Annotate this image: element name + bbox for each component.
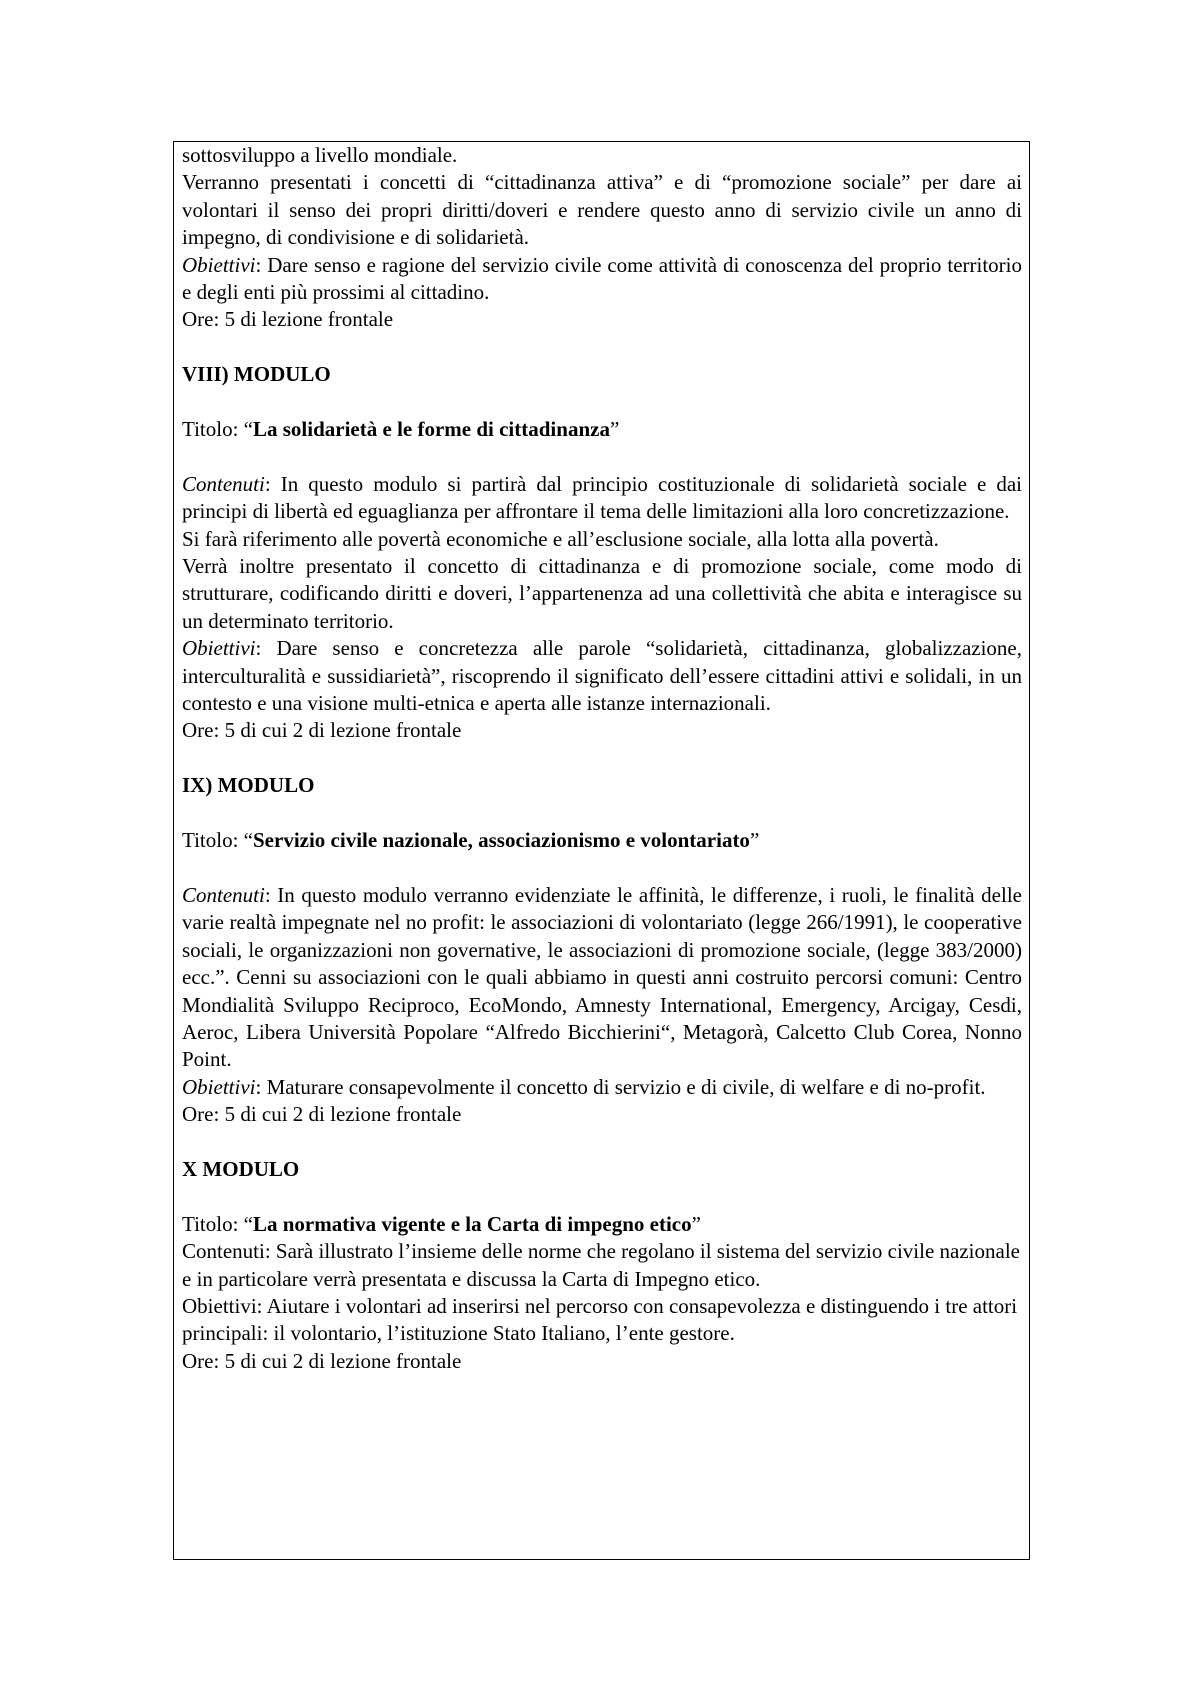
module-8-paragraph-2: Si farà riferimento alle povertà economiche e all’esclusione sociale, alla lotta alla povertà. <box>182 526 939 551</box>
objectives-label: Obiettivi <box>182 1074 256 1099</box>
module-9-contents <box>182 882 1022 1074</box>
module-10-heading: X MODULO <box>182 1156 300 1181</box>
module-9-heading: IX) MODULO <box>182 773 315 798</box>
title-suffix: ” <box>691 1211 701 1236</box>
objectives-label: Obiettivi <box>182 636 256 661</box>
title-prefix: Titolo: “ <box>182 1211 253 1236</box>
module-8-title-text: La solidarietà e le forme di cittadinanza <box>253 417 610 442</box>
module-9-title <box>182 827 1022 854</box>
module-10-title-text: La normativa vigente e la Carta di impegno etico <box>253 1211 692 1236</box>
module-9-hours: Ore: 5 di cui 2 di lezione frontale <box>182 1102 462 1127</box>
intro-objectives <box>182 252 1022 307</box>
module-8-paragraph-3: Verrà inoltre presentato il concetto di cittadinanza e di promozione sociale, come modo di strutturare, codificando diritti e doveri, l’appartenenza ad una collettività che abita e interagisce su un determinato territorio. <box>182 554 1022 633</box>
objectives-text: : Maturare consapevolmente il concetto di servizio e di civile, di welfare e di no-profit. <box>255 1074 986 1099</box>
title-suffix: ” <box>749 828 760 853</box>
module-8-title <box>182 416 1022 443</box>
title-prefix: Titolo: “ <box>182 828 253 853</box>
title-suffix: ” <box>609 417 620 442</box>
objectives-label: Obiettivi <box>182 252 256 277</box>
contents-label: Contenuti <box>182 471 265 496</box>
objectives-text: : Dare senso e ragione del servizio civile come attività di conoscenza del proprio territorio e degli enti più prossimi al cittadino. <box>182 252 1022 305</box>
title-prefix: Titolo: “ <box>182 417 253 442</box>
module-8-heading: VIII) MODULO <box>182 362 331 387</box>
intro-hours: Ore: 5 di lezione frontale <box>182 307 394 332</box>
module-8-contents <box>182 471 1022 526</box>
module-10-title <box>182 1211 1022 1238</box>
contents-text: : In questo modulo verranno evidenziate le affinità, le differenze, i ruoli, le finalità delle varie realtà impegnate nel no profit: le associazioni di volontariato (legge 266/1991), le cooperative sociali, le organizzazioni non governative, le associazioni di promozione sociale, (legge 383/2000) ecc.”. Cenni su associazioni con le quali abbiamo in questi anni costruito percorsi comuni: Centro Mondialità Sviluppo Reciproco, EcoMondo, Amnesty International, Emergency, Arcigay, Cesdi, Aeroc, Libera Università Popolare “Alfredo Bicchierini“, Metagorà, Calcetto Club Corea, Nonno Point. <box>182 882 1022 1072</box>
module-10-contents: Contenuti: Sarà illustrato l’insieme delle norme che regolano il sistema del servizio civile nazionale e in particolare verrà presentata e discussa la Carta di Impegno etico. <box>182 1239 1020 1291</box>
document-table-cell <box>173 141 1030 1560</box>
module-8-hours: Ore: 5 di cui 2 di lezione frontale <box>182 718 462 743</box>
module-9-title-text: Servizio civile nazionale, associazionismo e volontariato <box>253 828 750 853</box>
module-8-objectives <box>182 635 1022 717</box>
contents-text: : In questo modulo si partirà dal principio costituzionale di solidarietà sociale e dai principi di libertà ed eguaglianza per affrontare il tema delle limitazioni alla loro concretizzazione. <box>182 471 1022 524</box>
module-10-objectives: Obiettivi: Aiutare i volontari ad inserirsi nel percorso con consapevolezza e distinguendo i tre attori principali: il volontario, l’istituzione Stato Italiano, l’ente gestore. <box>182 1293 1018 1346</box>
contents-label: Contenuti <box>182 882 265 907</box>
intro-paragraph: Verranno presentati i concetti di “cittadinanza attiva” e di “promozione sociale” per dare ai volontari il senso dei propri diritti/doveri e rendere questo anno di servizio civile un anno di impegno, di condivisione e di solidarietà. <box>182 170 1022 250</box>
module-10-hours: Ore: 5 di cui 2 di lezione frontale <box>182 1348 462 1373</box>
module-9-objectives <box>182 1074 1022 1101</box>
objectives-text: : Dare senso e concretezza alle parole “solidarietà, cittadinanza, globalizzazione, interculturalità e sussidiarietà”, riscoprendo il significato dell’essere cittadini attivi e solidali, in un contesto e una visione multi-etnica e aperta alle istanze internazionali. <box>182 636 1022 716</box>
intro-line: sottosviluppo a livello mondiale. <box>182 143 458 167</box>
